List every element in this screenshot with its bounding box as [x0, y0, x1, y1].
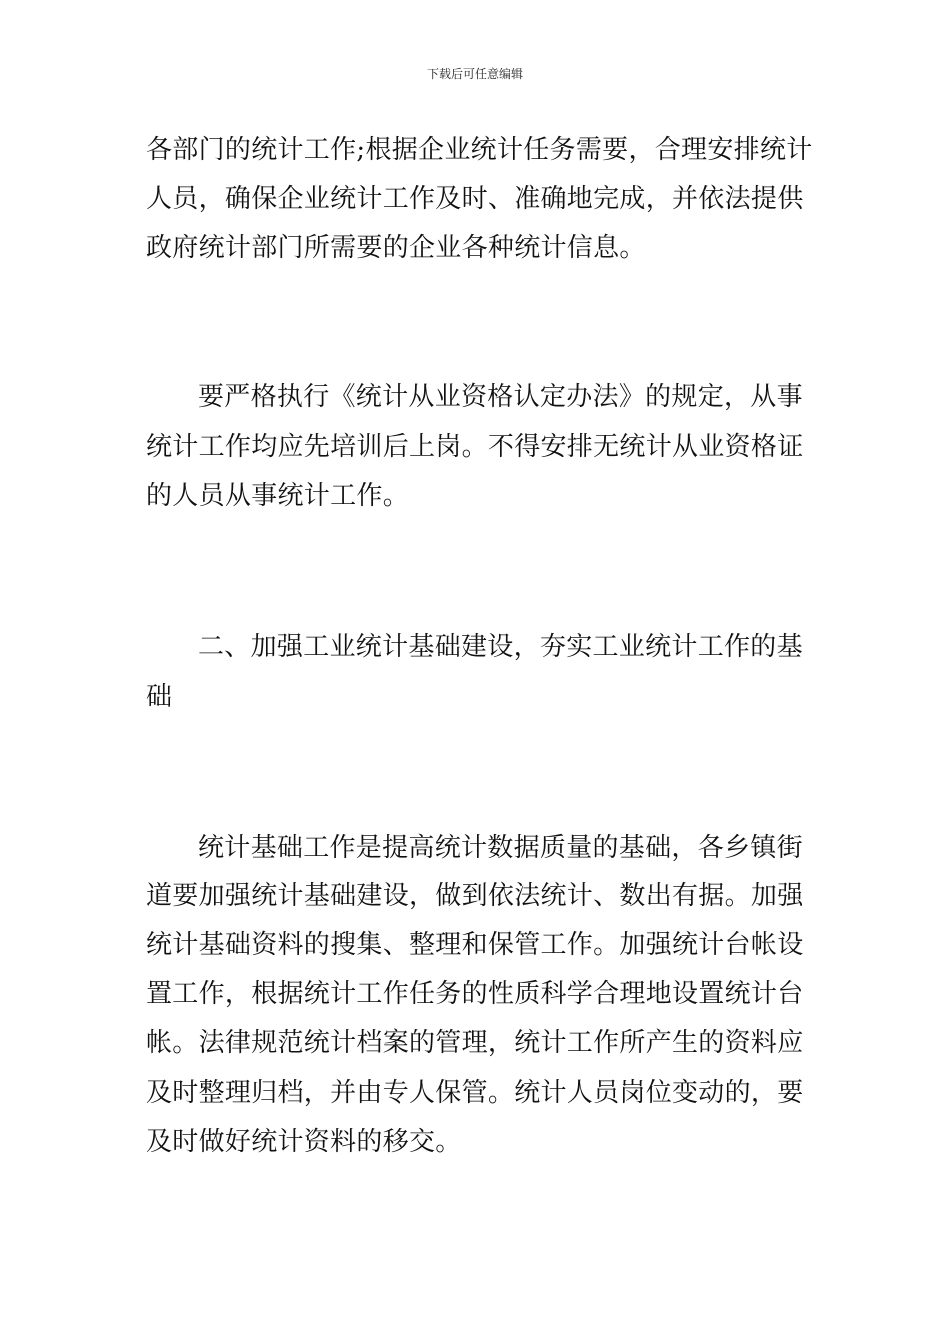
paragraph-line: 要严格执行《统计从业资格认定办法》的规定，从事 — [198, 382, 803, 412]
paragraph-line: 统计基础资料的搜集、整理和保管工作。加强统计台帐设 — [146, 930, 804, 960]
heading-line: 础 — [146, 682, 173, 712]
paragraph-line: 的人员从事统计工作。 — [146, 481, 410, 511]
paragraph-line: 帐。法律规范统计档案的管理，统计工作所产生的资料应 — [146, 1028, 804, 1058]
paragraph-line: 各部门的统计工作;根据企业统计任务需要，合理安排统计 — [146, 135, 813, 165]
paragraph-line: 及时整理归档，并由专人保管。统计人员岗位变动的，要 — [146, 1078, 804, 1108]
paragraph-line: 人员，确保企业统计工作及时、准确地完成，并依法提供 — [146, 184, 804, 214]
paragraph-line: 统计基础工作是提高统计数据质量的基础，各乡镇街 — [198, 833, 803, 863]
paragraph-line: 统计工作均应先培训后上岗。不得安排无统计从业资格证 — [146, 432, 804, 462]
paragraph-line: 道要加强统计基础建设，做到依法统计、数出有据。加强 — [146, 881, 804, 911]
header-note: 下载后可任意编辑 — [426, 67, 523, 81]
paragraph-line: 置工作，根据统计工作任务的性质科学合理地设置统计台 — [146, 979, 804, 1009]
paragraph-line: 及时做好统计资料的移交。 — [146, 1127, 462, 1157]
heading-line: 二、加强工业统计基础建设，夯实工业统计工作的基 — [198, 632, 803, 662]
paragraph-line: 政府统计部门所需要的企业各种统计信息。 — [146, 233, 646, 263]
